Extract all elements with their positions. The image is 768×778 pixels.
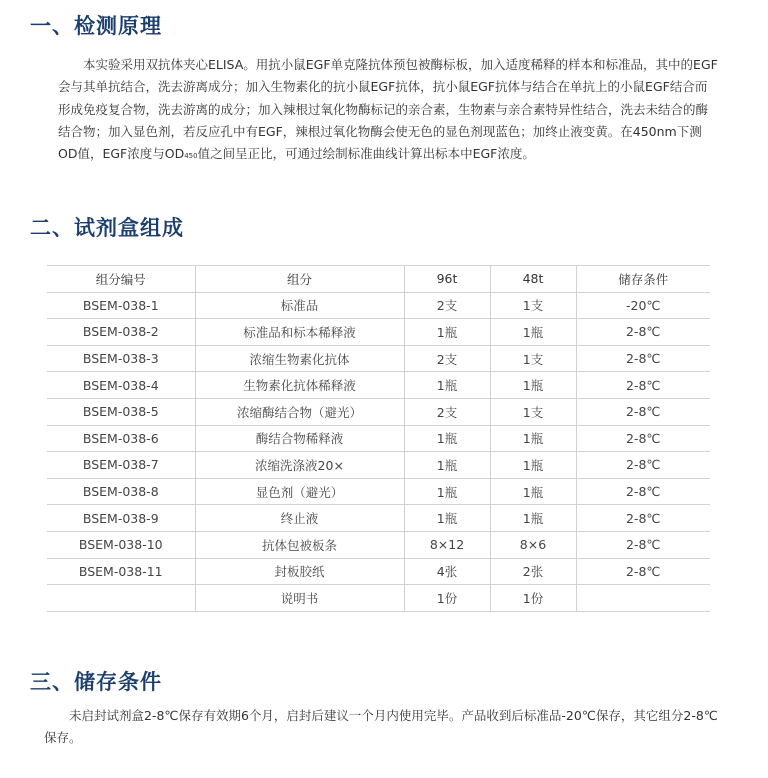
- od-subscript: 450: [184, 152, 198, 161]
- cell-96t: 1瓶: [404, 319, 490, 346]
- table-row: [47, 292, 710, 319]
- cell-storage: 2-8℃: [576, 558, 710, 585]
- section-title-kit: 二、试剂盒组成: [30, 216, 184, 240]
- table-row: [47, 398, 710, 425]
- cell-48t: 2张: [490, 558, 576, 585]
- table-row: [47, 585, 710, 612]
- cell-storage: [576, 585, 710, 612]
- cell-48t: 1瓶: [490, 452, 576, 479]
- section-title-storage: 三、储存条件: [30, 670, 162, 694]
- table-row: [47, 531, 710, 558]
- table-row: [47, 505, 710, 532]
- cell-component: 标准品和标本稀释液: [195, 319, 404, 346]
- storage-paragraph: 未启封试剂盒2-8℃保存有效期6个月，启封后建议一个月内使用完毕。产品收到后标准品-20℃保存，其它组分2-8℃保存。: [44, 708, 718, 746]
- cell-component-id: [47, 585, 195, 612]
- cell-48t: 1瓶: [490, 505, 576, 532]
- cell-96t: 1瓶: [404, 372, 490, 399]
- cell-48t: 1支: [490, 292, 576, 319]
- cell-component: 酶结合物稀释液: [195, 425, 404, 452]
- table-row: [47, 452, 710, 479]
- cell-96t: 1瓶: [404, 505, 490, 532]
- table-row: [47, 558, 710, 585]
- cell-96t: 1瓶: [404, 478, 490, 505]
- cell-component-id: BSEM-038-1: [47, 292, 195, 319]
- table-row: [47, 345, 710, 372]
- header-96t: 96t: [404, 266, 490, 293]
- cell-48t: 1瓶: [490, 372, 576, 399]
- cell-component-id: BSEM-038-7: [47, 452, 195, 479]
- cell-component-id: BSEM-038-10: [47, 531, 195, 558]
- table-header-row: [47, 266, 710, 293]
- principle-text: 本实验采用双抗体夹心ELISA。用抗小鼠EGF单克隆抗体预包被酶标板，加入适度稀释的样本和标准品，其中的EGF会与其单抗结合，洗去游离成分；加入生物素化的抗小鼠EGF抗体，抗小鼠EGF抗体与结合在单抗上的小鼠EGF结合而形成免疫复合物，洗去游离的成分；加入辣根过氧化物酶标记的亲合素，生物素与亲合素特异性结合，洗去未结合的酶结合物；加入显色剂，若反应孔中有EGF，辣根过氧化物酶会使无色的显色剂现蓝色；加终止液变黄。在450nm下测OD值，EGF浓度与OD: [58, 57, 718, 162]
- cell-storage: 2-8℃: [576, 452, 710, 479]
- cell-component-id: BSEM-038-2: [47, 319, 195, 346]
- cell-96t: 4张: [404, 558, 490, 585]
- cell-96t: 2支: [404, 345, 490, 372]
- cell-component: 抗体包被板条: [195, 531, 404, 558]
- cell-96t: 2支: [404, 292, 490, 319]
- principle-paragraph: [58, 54, 718, 167]
- cell-storage: 2-8℃: [576, 345, 710, 372]
- cell-component: 终止液: [195, 505, 404, 532]
- cell-component-id: BSEM-038-6: [47, 425, 195, 452]
- cell-storage: 2-8℃: [576, 398, 710, 425]
- cell-storage: 2-8℃: [576, 372, 710, 399]
- cell-96t: 8×12: [404, 531, 490, 558]
- cell-48t: 1瓶: [490, 478, 576, 505]
- cell-storage: 2-8℃: [576, 505, 710, 532]
- kit-components-table: [47, 265, 710, 612]
- cell-component: 显色剂（避光）: [195, 478, 404, 505]
- cell-96t: 1份: [404, 585, 490, 612]
- cell-component-id: BSEM-038-9: [47, 505, 195, 532]
- table-row: [47, 372, 710, 399]
- section-title-principle: 一、检测原理: [30, 14, 162, 38]
- header-storage: 储存条件: [576, 266, 710, 293]
- cell-component-id: BSEM-038-3: [47, 345, 195, 372]
- cell-storage: 2-8℃: [576, 425, 710, 452]
- cell-component: 封板胶纸: [195, 558, 404, 585]
- cell-48t: 1支: [490, 345, 576, 372]
- cell-storage: 2-8℃: [576, 319, 710, 346]
- cell-96t: 2支: [404, 398, 490, 425]
- cell-48t: 1份: [490, 585, 576, 612]
- cell-component-id: BSEM-038-4: [47, 372, 195, 399]
- cell-48t: 8×6: [490, 531, 576, 558]
- cell-storage: -20℃: [576, 292, 710, 319]
- cell-component-id: BSEM-038-8: [47, 478, 195, 505]
- cell-component-id: BSEM-038-11: [47, 558, 195, 585]
- header-component-id: 组分编号: [47, 266, 195, 293]
- cell-storage: 2-8℃: [576, 478, 710, 505]
- cell-component: 生物素化抗体稀释液: [195, 372, 404, 399]
- cell-96t: 1瓶: [404, 425, 490, 452]
- cell-96t: 1瓶: [404, 452, 490, 479]
- cell-component: 浓缩生物素化抗体: [195, 345, 404, 372]
- principle-text-end: 值之间呈正比，可通过绘制标准曲线计算出标本中EGF浓度。: [197, 146, 535, 162]
- cell-component-id: BSEM-038-5: [47, 398, 195, 425]
- cell-48t: 1支: [490, 398, 576, 425]
- cell-48t: 1瓶: [490, 319, 576, 346]
- cell-component: 说明书: [195, 585, 404, 612]
- table-row: [47, 478, 710, 505]
- cell-storage: 2-8℃: [576, 531, 710, 558]
- cell-component: 浓缩洗涤液20×: [195, 452, 404, 479]
- cell-component: 浓缩酶结合物（避光）: [195, 398, 404, 425]
- table-row: [47, 319, 710, 346]
- table-row: [47, 425, 710, 452]
- header-component: 组分: [195, 266, 404, 293]
- cell-component: 标准品: [195, 292, 404, 319]
- cell-48t: 1瓶: [490, 425, 576, 452]
- header-48t: 48t: [490, 266, 576, 293]
